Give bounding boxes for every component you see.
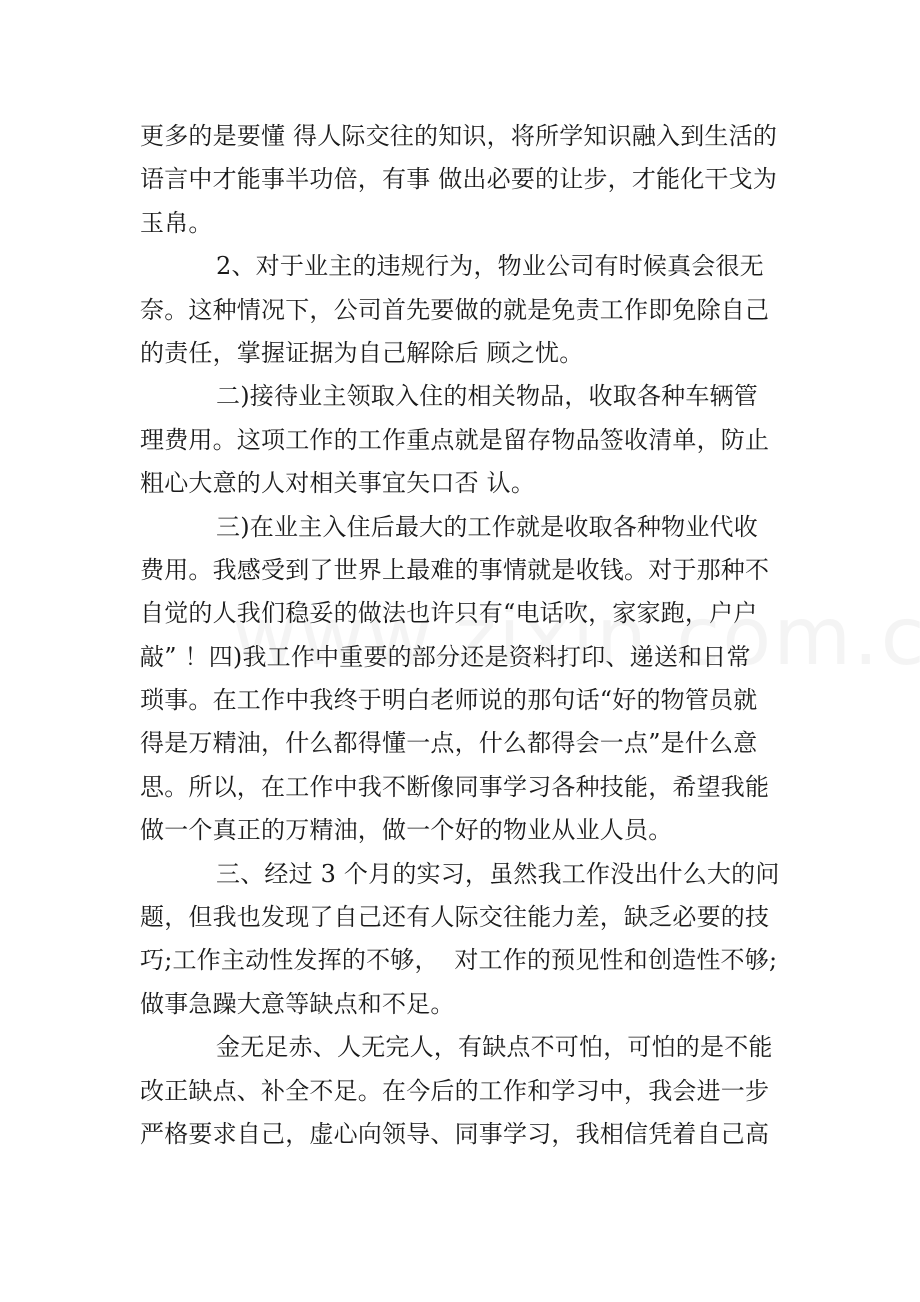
text-line: 理费用。这项工作的工作重点就是留存物品签收清单，防止 (140, 425, 770, 454)
text-line: 的责任，掌握证据为自己解除后 顾之忧。 (140, 338, 584, 367)
text-line: 题，但我也发现了自己还有人际交往能力差，缺乏必要的技 (140, 903, 770, 932)
text-line: 改正缺点、补全不足。在今后的工作和学习中，我会进一步 (140, 1076, 770, 1105)
paragraph-first-line: 2、对于业主的违规行为，物业公司有时候真会很无 (216, 252, 764, 281)
text-line: 敲” ！四)我工作中重要的部分还是资料打印、递送和日常 (140, 642, 751, 671)
paragraph-first-line: 三、经过 3 个月的实习，虽然我工作没出什么大的问 (216, 859, 780, 888)
text-line: 巧;工作主动性发挥的不够， 对工作的预见性和创造性不够; (140, 946, 778, 975)
paragraph-first-line: 三)在业主入住后最大的工作就是收取各种物业代收 (216, 512, 758, 541)
text-line: 粗心大意的人对相关事宜矢口否 认。 (140, 469, 536, 498)
text-line: 琐事。在工作中我终于明白老师说的那句话“好的物管员就 (140, 686, 758, 715)
text-line: 玉帛。 (140, 208, 213, 237)
text-line: 自觉的人我们稳妥的做法也许只有“电话吹，家家跑，户户 (140, 599, 758, 628)
text-line: 奈。这种情况下，公司首先要做的就是免责工作即免除自己 (140, 295, 770, 324)
text-line: 思。所以，在工作中我不断像同事学习各种技能，希望我能 (140, 772, 770, 801)
paragraph-first-line: 二)接待业主领取入住的相关物品，收取各种车辆管 (216, 382, 758, 411)
text-line: 费用。我感受到了世界上最难的事情就是收钱。对于那种不 (140, 555, 770, 584)
text-line: 得是万精油，什么都得懂一点，什么都得会一点”是什么意 (140, 729, 758, 758)
text-line: 更多的是要懂 得人际交往的知识，将所学知识融入到生活的 (140, 122, 778, 150)
text-line: 严格要求自己，虚心向领导、同事学习，我相信凭着自己高 (140, 1119, 770, 1148)
text-line: 做一个真正的万精油，做一个好的物业从业人员。 (140, 816, 673, 845)
document-body (140, 115, 790, 1156)
text-line: 语言中才能事半功倍，有事 做出必要的让步，才能化干戈为 (140, 165, 778, 194)
paragraph-first-line: 金无足赤、人无完人，有缺点不可怕，可怕的是不能 (216, 1033, 773, 1062)
text-line: 做事急躁大意等缺点和不足。 (140, 989, 455, 1018)
